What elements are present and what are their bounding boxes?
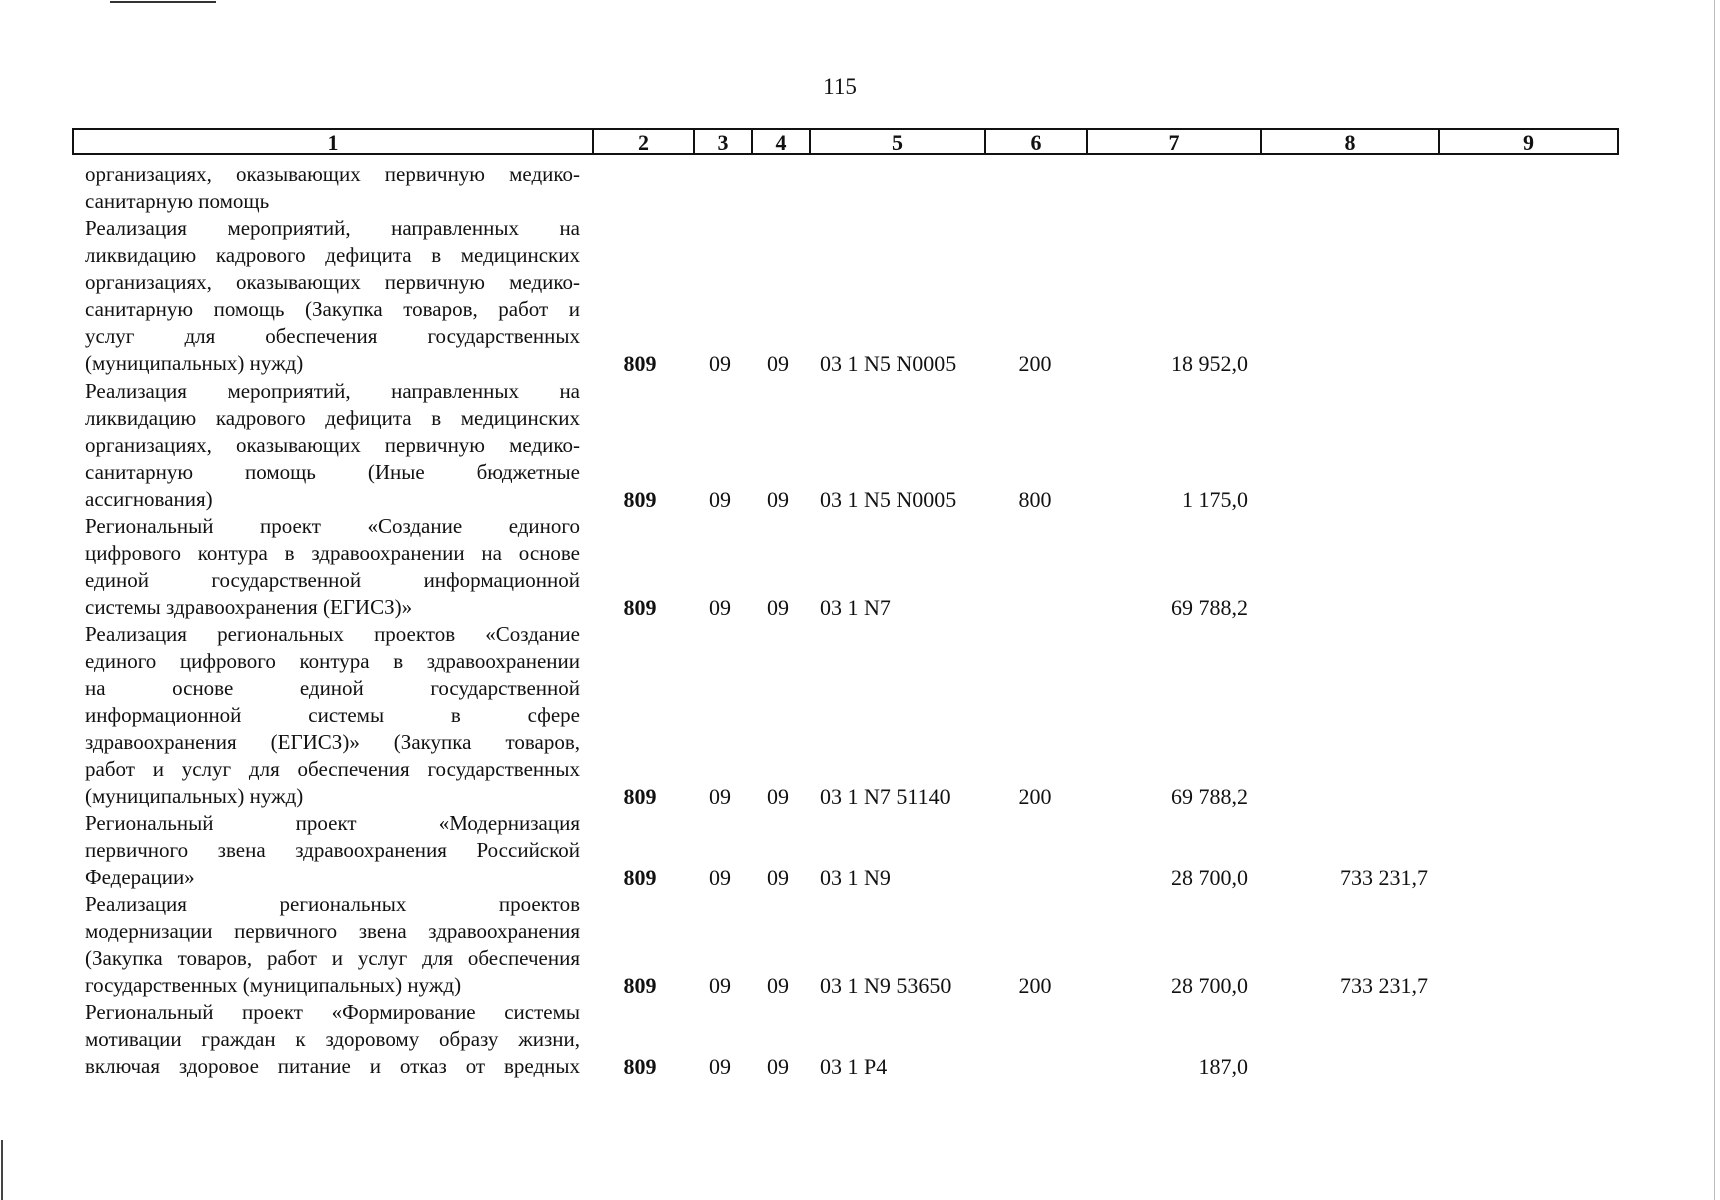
header-col-9: 9 (1438, 130, 1617, 153)
amount-col-7: 18 952,0 (1171, 351, 1248, 376)
section-code: 09 (709, 595, 731, 620)
description-line: цифрового контура в здравоохранении на основе (85, 541, 580, 565)
description-line: единого цифрового контура в здравоохранении (85, 649, 580, 673)
description-line: ликвидацию кадрового дефицита в медицинских (85, 243, 580, 267)
description-line: работ и услуг для обеспечения государственных (85, 757, 580, 781)
target-article-code: 03 1 N5 N0005 (820, 487, 957, 512)
description-line: санитарную помощь (Закупка товаров, работ и (85, 297, 580, 321)
row-description (85, 378, 580, 513)
header-col-3: 3 (693, 130, 751, 153)
description-line: на основе единой государственной (85, 676, 580, 700)
subsection-code: 09 (767, 595, 789, 620)
amount-col-7: 28 700,0 (1171, 973, 1248, 998)
description-line: организациях, оказывающих первичную медико- (85, 270, 580, 294)
target-article-code: 03 1 N5 N0005 (820, 351, 957, 376)
vedomstvo-code: 809 (623, 595, 657, 620)
vedomstvo-code: 809 (623, 784, 657, 809)
header-col-5: 5 (809, 130, 984, 153)
row-description (85, 810, 580, 891)
subsection-code: 09 (767, 784, 789, 809)
vedomstvo-code: 809 (623, 865, 657, 890)
header-col-1: 1 (327, 130, 339, 155)
amount-col-7: 28 700,0 (1171, 865, 1248, 890)
description-line: мотивации граждан к здоровому образу жизни, (85, 1027, 580, 1051)
subsection-code: 09 (767, 487, 789, 512)
subsection-code: 09 (767, 1054, 789, 1079)
section-code: 09 (709, 973, 731, 998)
description-line: Федерации» (85, 865, 195, 889)
subsection-code: 09 (767, 973, 789, 998)
description-line: информационной системы в сфере (85, 703, 580, 727)
target-article-code: 03 1 N7 51140 (820, 784, 951, 809)
target-article-code: 03 1 P4 (820, 1054, 888, 1079)
expense-type-code: 200 (1018, 784, 1052, 809)
section-code: 09 (709, 1054, 731, 1079)
header-col-8: 8 (1260, 130, 1438, 153)
amount-col-8: 733 231,7 (1340, 865, 1428, 890)
amount-col-8: 733 231,7 (1340, 973, 1428, 998)
description-line: первичного звена здравоохранения Российской (85, 838, 580, 862)
header-col-7: 7 (1086, 130, 1260, 153)
vedomstvo-code: 809 (623, 487, 657, 512)
header-col-6: 6 (984, 130, 1086, 153)
row-description (85, 999, 580, 1080)
description-line: Реализация региональных проектов (85, 892, 580, 916)
description-line: включая здоровое питание и отказ от вредных (85, 1054, 580, 1078)
expense-type-code: 800 (1018, 487, 1052, 512)
description-line: единой государственной информационной (85, 568, 580, 592)
section-code: 09 (709, 487, 731, 512)
scan-mark-top (110, 1, 216, 3)
description-line: (муниципальных) нужд) (85, 351, 304, 375)
target-article-code: 03 1 N9 (820, 865, 891, 890)
scan-mark-right (1714, 0, 1715, 1200)
amount-col-7: 1 175,0 (1182, 487, 1248, 512)
vedomstvo-code: 809 (623, 1054, 657, 1079)
description-line: ассигнования) (85, 487, 213, 511)
description-line: здравоохранения (ЕГИСЗ)» (Закупка товаров, (85, 730, 580, 754)
row-description (85, 513, 580, 621)
expense-type-code: 200 (1018, 973, 1052, 998)
subsection-code: 09 (767, 351, 789, 376)
vedomstvo-code: 809 (623, 351, 657, 376)
section-code: 09 (709, 351, 731, 376)
description-line: модернизации первичного звена здравоохранения (85, 919, 580, 943)
description-line: организациях, оказывающих первичную медико- (85, 162, 580, 186)
row-description (85, 215, 580, 377)
row-description (85, 621, 580, 810)
description-line: (Закупка товаров, работ и услуг для обеспечения (85, 946, 580, 970)
description-line: (муниципальных) нужд) (85, 784, 304, 808)
header-col-4: 4 (751, 130, 809, 153)
row-description (85, 161, 580, 215)
section-code: 09 (709, 865, 731, 890)
vedomstvo-code: 809 (623, 973, 657, 998)
description-line: организациях, оказывающих первичную медико- (85, 433, 580, 457)
target-article-code: 03 1 N9 53650 (820, 973, 952, 998)
description-line: Региональный проект «Создание единого (85, 514, 580, 538)
description-line: системы здравоохранения (ЕГИСЗ)» (85, 595, 413, 619)
page-number: 115 (823, 74, 857, 99)
description-line: Региональный проект «Модернизация (85, 811, 580, 835)
description-line: Реализация региональных проектов «Создание (85, 622, 580, 646)
amount-col-7: 69 788,2 (1171, 784, 1248, 809)
row-description (85, 891, 580, 999)
amount-col-7: 69 788,2 (1171, 595, 1248, 620)
subsection-code: 09 (767, 865, 789, 890)
target-article-code: 03 1 N7 (820, 595, 891, 620)
description-line: санитарную помощь (Иные бюджетные (85, 460, 580, 484)
description-line: Региональный проект «Формирование системы (85, 1000, 580, 1024)
amount-col-7: 187,0 (1198, 1054, 1248, 1079)
description-line: Реализация мероприятий, направленных на (85, 379, 580, 403)
section-code: 09 (709, 784, 731, 809)
description-line: Реализация мероприятий, направленных на (85, 216, 580, 240)
expense-type-code: 200 (1018, 351, 1052, 376)
description-line: санитарную помощь (85, 189, 270, 213)
description-line: ликвидацию кадрового дефицита в медицинских (85, 406, 580, 430)
description-line: услуг для обеспечения государственных (85, 324, 580, 348)
table-header (72, 128, 1619, 155)
header-col-2: 2 (592, 130, 693, 153)
scan-mark-left (1, 1140, 3, 1200)
description-line: государственных (муниципальных) нужд) (85, 973, 462, 997)
